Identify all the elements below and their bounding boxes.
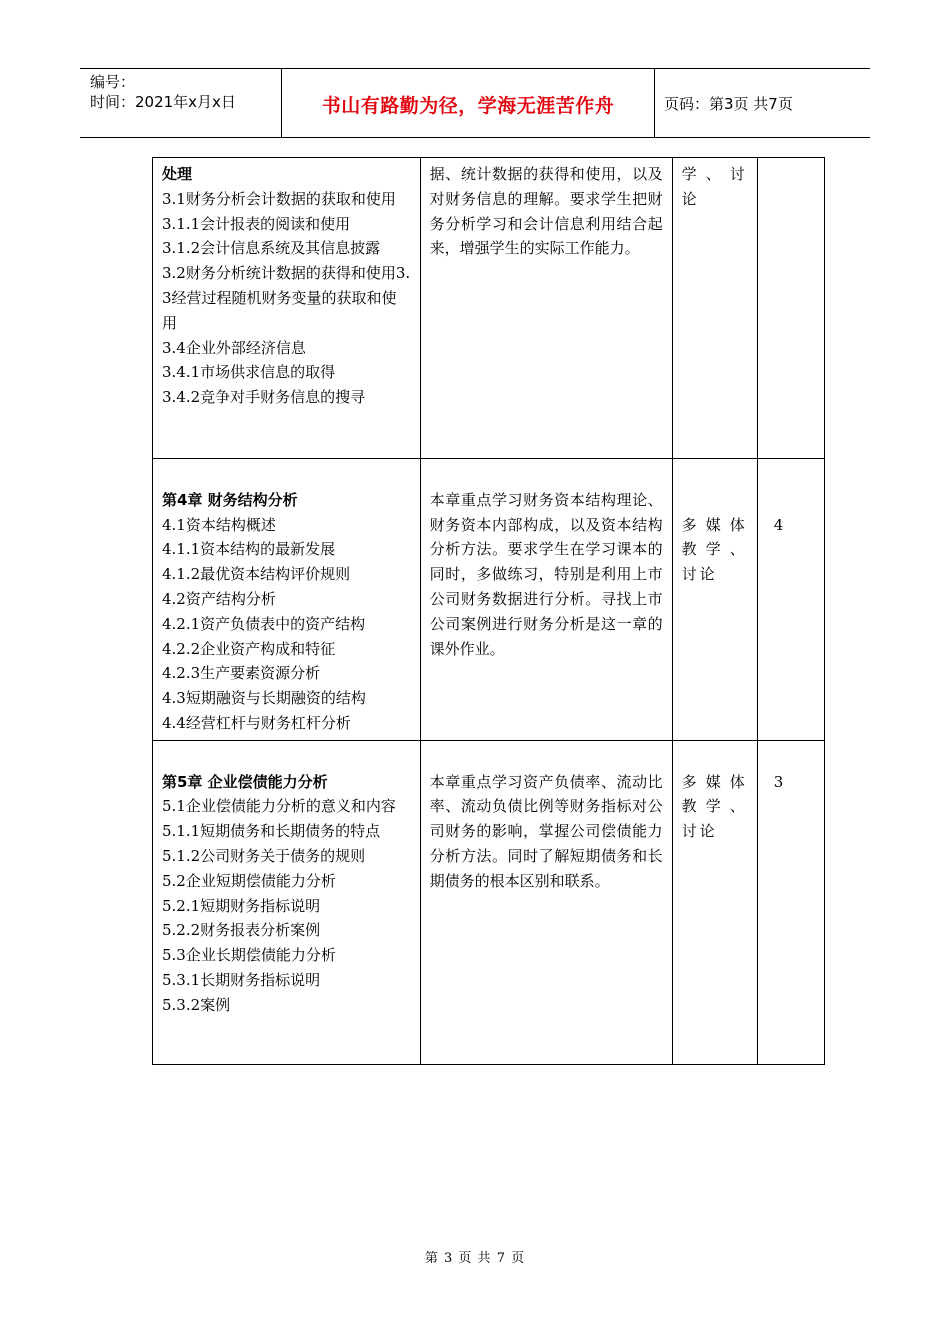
section-item: 4.2.2企业资产构成和特征 bbox=[162, 639, 336, 658]
section-item: 5.1.1短期债务和长期债务的特点 bbox=[162, 822, 381, 841]
teaching-method-cell bbox=[672, 740, 757, 1064]
chapter-content-cell bbox=[153, 740, 421, 1064]
section-item: 5.2企业短期偿债能力分析 bbox=[162, 871, 336, 890]
teaching-method-text: 多媒体教学、讨论 bbox=[681, 515, 748, 584]
syllabus-table bbox=[152, 157, 825, 1065]
section-item: 4.4经营杠杆与财务杠杆分析 bbox=[162, 713, 351, 732]
page-footer: 第 3 页 共 7 页 bbox=[424, 1251, 526, 1266]
chapter-content-cell bbox=[153, 459, 421, 741]
section-item: 4.2.1资产负债表中的资产结构 bbox=[162, 614, 366, 633]
teaching-requirement-text: 本章重点学习财务资本结构理论、财务资本内部构成，以及资本结构分析方法。要求学生在学习课本的同时，多做练习，特别是利用上市公司财务数据进行分析。寻找上市公司案例进行财务分析是这一章的课外作业。 bbox=[429, 490, 663, 658]
page-header bbox=[80, 68, 870, 138]
teaching-requirement-cell bbox=[420, 740, 672, 1064]
section-item: 5.1企业偿债能力分析的意义和内容 bbox=[162, 797, 396, 816]
section-item: 3.1财务分析会计数据的获取和使用 bbox=[162, 189, 396, 208]
header-page-info: 页码：第3页 共7页 bbox=[664, 95, 793, 113]
teaching-requirement-text: 本章重点学习资产负债率、流动比率、流动负债比例等财务指标对公司财务的影响，掌握公司偿债能力分析方法。同时了解短期债务和长期债务的根本区别和联系。 bbox=[429, 772, 663, 890]
section-item: 3.1.2会计信息系统及其信息披露 bbox=[162, 239, 381, 258]
header-left bbox=[90, 72, 280, 112]
header-motto: 书山有路勤为径，学海无涯苦作舟 bbox=[321, 95, 615, 117]
class-hours-cell bbox=[757, 740, 824, 1064]
section-item: 5.2.2财务报表分析案例 bbox=[162, 921, 321, 940]
table-row bbox=[153, 740, 825, 1064]
section-item: 3.2财务分析统计数据的获得和使用3.3经营过程随机财务变量的获取和使用 bbox=[162, 264, 411, 332]
chapter-title: 处理 bbox=[162, 165, 193, 183]
table-row bbox=[153, 459, 825, 741]
section-item: 5.1.2公司财务关于债务的规则 bbox=[162, 846, 366, 865]
section-item: 4.1资本结构概述 bbox=[162, 515, 276, 534]
class-hours-value: 4 bbox=[773, 515, 784, 534]
section-item: 5.3企业长期偿债能力分析 bbox=[162, 946, 336, 965]
teaching-requirement-cell: 据、统计数据的获得和使用，以及对财务信息的理解。要求学生把财务分析学习和会计信息利用结合起来，增强学生的实际工作能力。 bbox=[420, 158, 672, 459]
class-hours-cell bbox=[757, 158, 824, 459]
document-date: 时间：2021年x月x日 bbox=[90, 93, 236, 111]
section-item: 4.1.2最优资本结构评价规则 bbox=[162, 565, 351, 584]
header-divider bbox=[654, 69, 655, 137]
section-item: 4.1.1资本结构的最新发展 bbox=[162, 540, 336, 559]
table-row bbox=[153, 158, 825, 459]
document-number-label: 编号： bbox=[90, 73, 136, 91]
chapter-title: 第5章 企业偿债能力分析 bbox=[162, 772, 328, 791]
section-item: 5.3.2案例 bbox=[162, 995, 231, 1014]
section-item: 3.4企业外部经济信息 bbox=[162, 338, 306, 357]
class-hours-value: 3 bbox=[773, 772, 784, 791]
teaching-method-text: 多媒体教学、讨论 bbox=[681, 772, 748, 841]
section-item: 4.2.3生产要素资源分析 bbox=[162, 664, 321, 683]
section-item: 4.2资产结构分析 bbox=[162, 589, 276, 608]
chapter-content-cell bbox=[153, 158, 421, 459]
teaching-method-cell: 学、讨论 bbox=[672, 158, 757, 459]
section-item: 5.3.1长期财务指标说明 bbox=[162, 970, 321, 989]
class-hours-cell bbox=[757, 459, 824, 741]
section-item: 3.4.1市场供求信息的取得 bbox=[162, 363, 336, 382]
section-item: 5.2.1短期财务指标说明 bbox=[162, 896, 321, 915]
chapter-title: 第4章 财务结构分析 bbox=[162, 490, 298, 509]
section-item: 3.4.2竞争对手财务信息的搜寻 bbox=[162, 388, 366, 407]
teaching-method-cell bbox=[672, 459, 757, 741]
teaching-requirement-cell bbox=[420, 459, 672, 741]
header-divider bbox=[281, 69, 282, 137]
section-item: 4.3短期融资与长期融资的结构 bbox=[162, 689, 366, 708]
section-item: 3.1.1会计报表的阅读和使用 bbox=[162, 214, 351, 233]
